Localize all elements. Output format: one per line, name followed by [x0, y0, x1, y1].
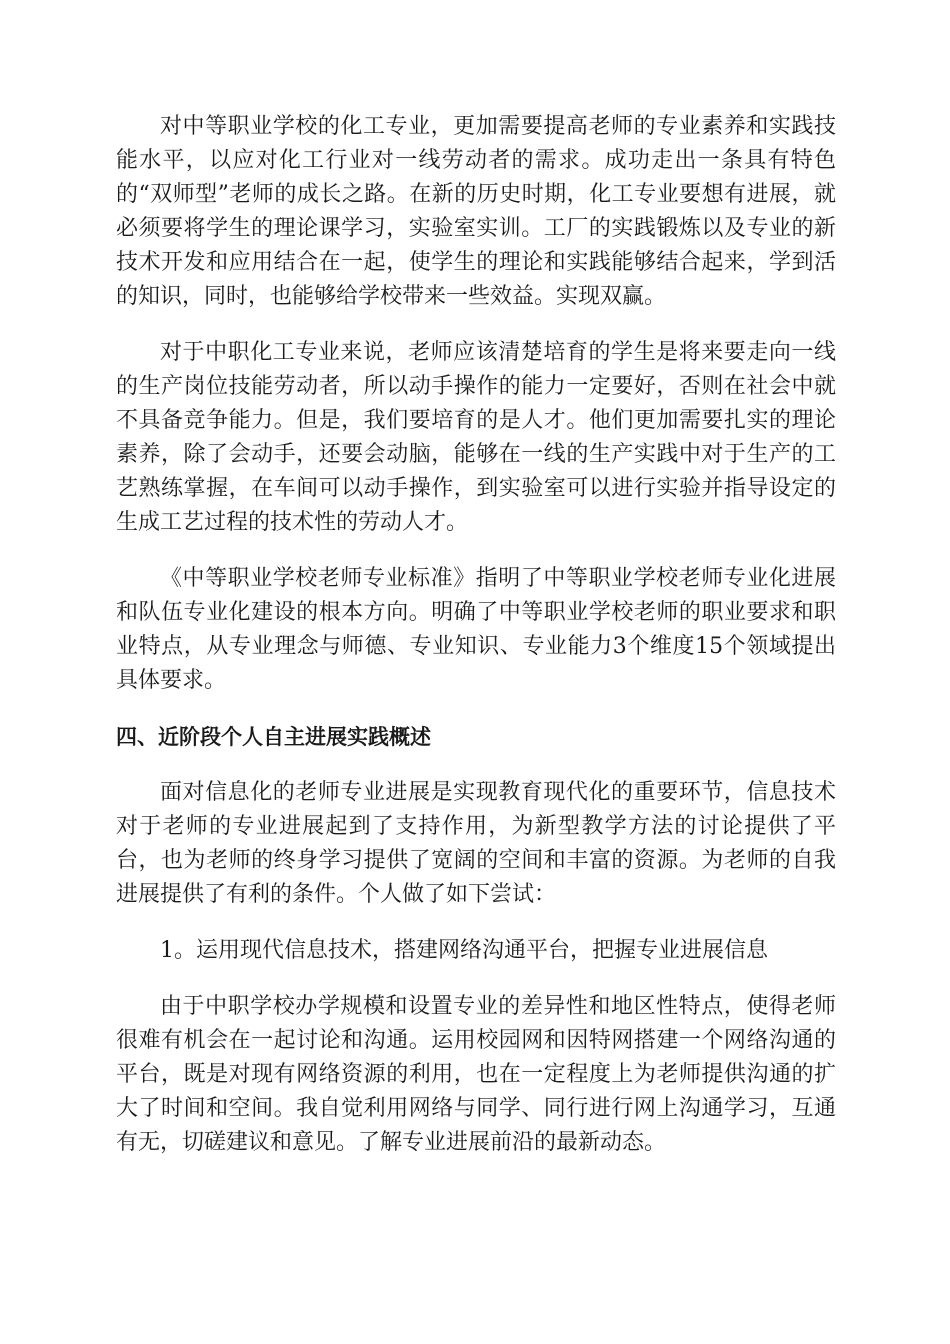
- paragraph-vocational-talent: 对于中职化工专业来说，老师应该清楚培育的学生是将来要走向一线的生产岗位技能劳动者，所以动手操作的能力一定要好，否则在社会中就不具备竞争能力。但是，我们要培育的是人才。他们更加需要扎实的理论素养，除了会动手，还要会动脑，能够在一线的生产实践中对于生产的工艺熟练掌握，在车间可以动手操作，到实验室可以进行实验并指导设定的生成工艺过程的技术性的劳动人才。: [116, 340, 836, 535]
- document-page: [116, 110, 836, 1182]
- paragraph-informatization: 面对信息化的老师专业进展是实现教育现代化的重要环节，信息技术对于老师的专业进展起到了支持作用，为新型教学方法的讨论提供了平台，也为老师的终身学习提供了宽阔的空间和丰富的资源。为老师的自我进展提供了有利的条件。个人做了如下尝试：: [116, 780, 836, 907]
- paragraph-network-platform: 由于中职学校办学规模和设置专业的差异性和地区性特点，使得老师很难有机会在一起讨论和沟通。运用校园网和因特网搭建一个网络沟通的平台，既是对现有网络资源的利用，也在一定程度上为老师提供沟通的扩大了时间和空间。我自觉利用网络与同学、同行进行网上沟通学习，互通有无，切磋建议和意见。了解专业进展前沿的最新动态。: [116, 994, 836, 1155]
- paragraph-chemical-teacher-skills: 对中等职业学校的化工专业，更加需要提高老师的专业素养和实践技能水平，以应对化工行业对一线劳动者的需求。成功走出一条具有特色的“双师型”老师的成长之路。在新的历史时期，化工专业要想有进展，就必须要将学生的理论课学习，实验室实训。工厂的实践锻炼以及专业的新技术开发和应用结合在一起，使学生的理论和实践能够结合起来，学到活的知识，同时，也能够给学校带来一些效益。实现双赢。: [116, 114, 836, 309]
- list-item-1: 1。运用现代信息技术，搭建网络沟通平台，把握专业进展信息: [160, 938, 768, 963]
- section-heading: 四、近阶段个人自主进展实践概述: [116, 725, 431, 749]
- paragraph-professional-standard: 《中等职业学校老师专业标准》指明了中等职业学校老师专业化进展和队伍专业化建设的根本方向。明确了中等职业学校老师的职业要求和职业特点，从专业理念与师德、专业知识、专业能力3个维度15个领域提出具体要求。: [116, 566, 836, 693]
